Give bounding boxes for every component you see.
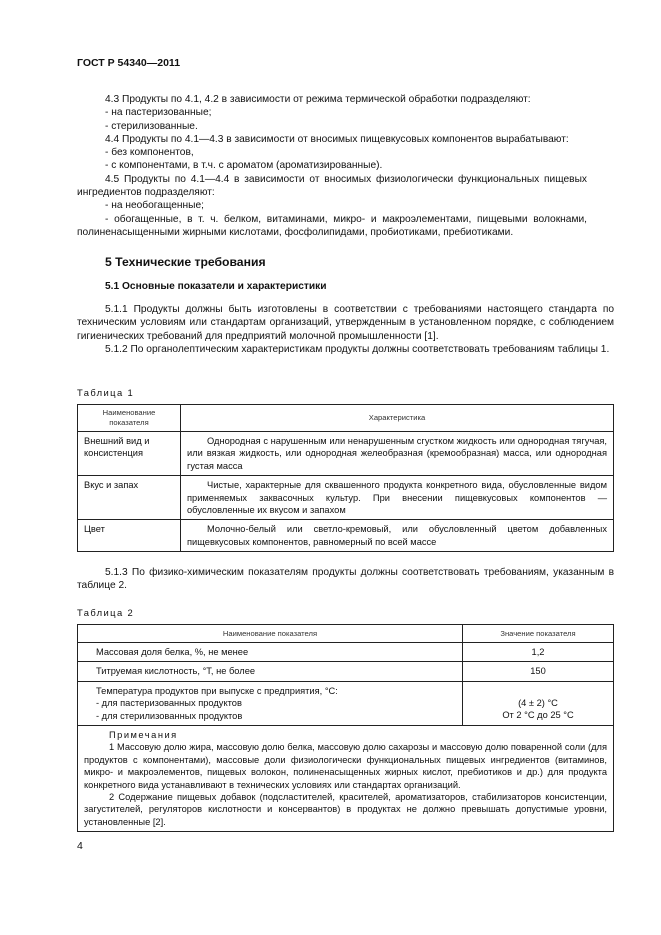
table-row <box>78 643 614 662</box>
table-cell <box>78 681 463 725</box>
subsection-title: 5.1 Основные показатели и характеристики <box>105 281 327 292</box>
table-row <box>78 662 614 681</box>
note-text: 1 Массовую долю жира, массовую долю белка, массовую долю сахарозы и массовую долю поваренной соли (для продуктов с компонентами), массовые доли физиологически функциональных пищевых ингредиентов (витаминов, микро- и макроэлементов, пищевых волокон, полиненасыщенных жирных кислот, пребиотиков и др.) для продукта конкретного вида устанавливают в технических условиях или стандартах организаций. <box>84 742 607 790</box>
paragraph-text: 5.1.1 Продукты должны быть изготовлены в соответствии с требованиями настоящего стандарта по техническим условиям или стандартам организаций, утвержденным в установленном порядке, с соблюдением гигиенических требований для предприятий молочной промышленности [1]. <box>77 304 614 342</box>
table-caption: Таблица 1 <box>77 387 135 398</box>
paragraph-text: 5.1.2 По органолептическим характеристикам продукты должны соответствовать требованиям таблицы 1. <box>105 343 610 355</box>
temp-sub: - для пастеризованных продуктов <box>96 698 242 709</box>
table-cell: Однородная с нарушенным или ненарушенным сгустком жидкость или однородная тягучая, или вязкая жидкость, или однородная желеобразная (кремообразная) масса, или однородная густая масса <box>181 432 614 476</box>
paragraph-text: 4.5 Продукты по 4.1—4.4 в зависимости от вносимых физиологически функциональных пищевых ингредиентов подразделяют: <box>77 173 587 199</box>
table-cell: Титруемая кислотность, °Т, не более <box>78 662 463 681</box>
list-item: - обогащенные, в т. ч. белком, витаминами, микро- и макроэлементами, пищевыми волокнами, полиненасыщенными жирными кислотами, фосфолипидами, пробиотиками, пребиотиками. <box>77 213 587 238</box>
table-cell: Чистые, характерные для сквашенного продукта конкретного вида, обусловленные видом применяемых заквасочных культур. При внесении пищевкусовых компонентов — обусловленные их вкусом и запахом <box>181 476 614 520</box>
table-header: Наименование показателя <box>78 405 181 432</box>
table-header: Наименование показателя <box>78 625 463 643</box>
section-title: 5 Технические требования <box>105 255 266 269</box>
table-cell: 150 <box>463 662 614 681</box>
temp-value: От 2 °С до 25 °С <box>502 709 574 720</box>
page-number: 4 <box>77 840 83 852</box>
paragraph-5-1-3 <box>77 566 614 593</box>
list-item: - на пастеризованные; <box>105 107 212 119</box>
table-row <box>78 681 614 725</box>
paragraph-5-1 <box>77 303 614 356</box>
paragraph-text: 5.1.3 По физико-химическим показателям продукты должны соответствовать требованиям, указанным в таблице 2. <box>77 567 614 592</box>
paragraph-text: 4.3 Продукты по 4.1, 4.2 в зависимости от режима термической обработки подразделяют: <box>105 94 531 105</box>
note-text: 2 Содержание пищевых добавок (подсластителей, красителей, ароматизаторов, стабилизаторов консистенции, загустителей, регуляторов кислотности и консервантов) в продуктах не должно превышать допустимые уровни, установленные [2]. <box>84 792 607 827</box>
table-cell: 1,2 <box>463 643 614 662</box>
table-notes <box>78 726 614 832</box>
paragraph-text: 4.4 Продукты по 4.1—4.3 в зависимости от вносимых пищевкусовых компонентов вырабатывают: <box>105 133 569 145</box>
list-item: - без компонентов, <box>105 147 194 159</box>
table-header: Характеристика <box>181 405 614 432</box>
document-header: ГОСТ Р 54340—2011 <box>77 57 181 69</box>
table-row <box>78 726 614 832</box>
temp-value: (4 ± 2) °С <box>518 697 558 708</box>
table-cell <box>463 681 614 725</box>
table-physchem <box>77 624 614 832</box>
table-row <box>78 476 614 520</box>
temp-sub: - для стерилизованных продуктов <box>96 710 243 721</box>
list-item: - на необогащенные; <box>105 200 204 212</box>
paragraph-4-3 <box>77 93 587 239</box>
table-caption: Таблица 2 <box>77 607 135 618</box>
table-row <box>78 520 614 552</box>
notes-heading: Примечания <box>109 730 178 741</box>
table-cell: Вкус и запах <box>78 476 181 520</box>
table-cell: Внешний вид и консистенция <box>78 432 181 476</box>
list-item: - с компонентами, в т.ч. с ароматом (ароматизированные). <box>105 160 383 172</box>
table-cell: Массовая доля белка, %, не менее <box>78 643 463 662</box>
table-cell: Молочно-белый или светло-кремовый, или обусловленный цветом добавленных пищевкусовых компонентов, равномерный по всей массе <box>181 520 614 552</box>
temp-label: Температура продуктов при выпуске с предприятия, °С: <box>96 685 338 696</box>
table-row <box>78 432 614 476</box>
table-header: Значение показателя <box>463 625 614 643</box>
list-item: - стерилизованные. <box>105 120 198 132</box>
table-organoleptic <box>77 404 614 552</box>
table-cell: Цвет <box>78 520 181 552</box>
